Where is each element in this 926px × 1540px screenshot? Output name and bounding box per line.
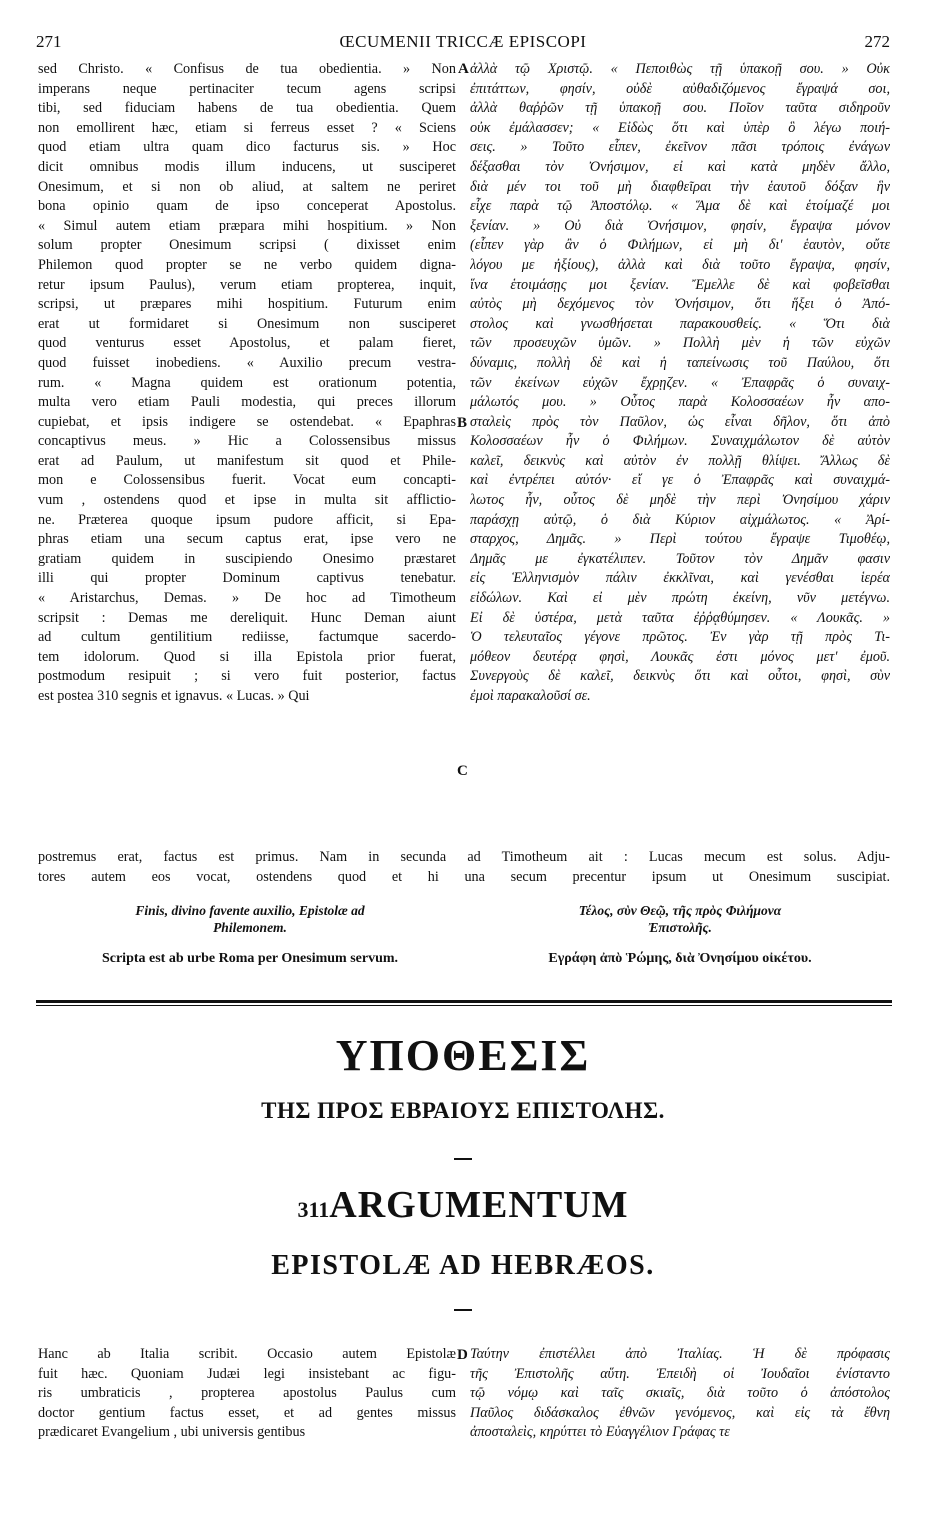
- greek-text-line: ἀλλὰ τῷ Χριστῷ. « Πεποιθὼς τῇ ὑπακοῇ σου. » Οὐκ: [470, 61, 890, 77]
- latin-text-line: ris umbraticis , propterea apostolus Paulus cum: [38, 1385, 456, 1402]
- greek-text-line: δέξασθαι τὸν Ὀνήσιμον, εἰ καὶ κατὰ μηδὲν ἄλλο,: [470, 158, 890, 175]
- latin-text-line: solum propter Onesimum scripsi ( dixisset enim: [38, 237, 456, 254]
- latin-text-line: ad cultum gentilitium rediisse, factumque sacerdo-: [38, 629, 456, 646]
- greek-text-line: σταλεὶς πρὸς τὸν Παῦλον, ὡς εἶναι δῆλον, ὅτι ἀπὸ: [470, 413, 890, 430]
- page-number-right: 272: [864, 32, 890, 51]
- full-width-text: [38, 848, 890, 887]
- greek-text-line: καὶ ἐντρέπει αὐτόν· εἴ γε ὁ Ἐπαφρᾶς καὶ συναιχμά-: [470, 472, 890, 489]
- full-width-line: postremus erat, factus est primus. Nam in secunda ad Timotheum ait : Lucas mecum est solus. Adju-: [38, 849, 890, 865]
- latin-text-line: multa vero etiam Pauli modestia, qui preces illorum: [38, 394, 456, 411]
- greek-text-line: λόγου με ἠξίους), ἀλλὰ καὶ διὰ τοῦτο ἔγραψα, φησίν,: [470, 256, 890, 273]
- greek-text-line: εἰς Ἑλληνισμὸν πάλιν ἐκκλῖναι, καὶ γενέσθαι ἱερέα: [470, 570, 890, 587]
- latin-text-line: Philemon quod propter se ne verbo quidem digna-: [38, 256, 456, 273]
- greek-text-line: Ὁ τελευταῖος γέγονε πρῶτος. Ἐν γὰρ τῇ πρὸς Τι-: [470, 629, 890, 646]
- latin-text-line: erat ut formidaret si Onesimum non susciperet: [38, 315, 456, 332]
- latin-text-line: retur ipsum Paulus), verum etiam propterea, inquit,: [38, 276, 456, 293]
- greek-text-line: ἵνα ἑτοιμάσῃς μοι ξενίαν. Ἔμελλε δὲ καὶ φοβεῖσθαι: [470, 276, 890, 293]
- latin-finis-line-2: Philemonem.: [213, 920, 287, 935]
- greek-text-line: εἶχε παρὰ τῷ Ἀποστόλῳ. « Ἅμα δὲ καὶ ἑτοίμαζέ μοι: [470, 198, 890, 215]
- latin-text-line: fuit hæc. Quoniam Judæi legi insistebant ac figu-: [38, 1365, 456, 1382]
- greek-text-line: Κολοσσαέων ἦν ὁ Φιλήμων. Συναιχμάλωτον δὲ αὐτὸν: [470, 433, 890, 450]
- greek-text-line: ἀποσταλεὶς, κηρύττει τὸ Εὐαγγέλιον Γράφας τε: [470, 1424, 730, 1441]
- running-header: [36, 32, 890, 54]
- latin-text-line: gratiam quidem in suscipiendo Onesimo præstaret: [38, 550, 456, 567]
- title-dash-2: [454, 1309, 472, 1311]
- latin-text-line: dicit omnibus modis illum inducens, ut susciperet: [38, 158, 456, 175]
- margin-letter-c: C: [457, 763, 468, 779]
- latin-text-line: tibi, sed fiduciam habens de tua obedientia. Quem: [38, 100, 456, 117]
- greek-text-line: σταρχος, Δημᾶς. » Περὶ τούτου ἔγραψε Τιμοθέῳ,: [470, 531, 890, 548]
- greek-telos-line-1: Τέλος, σὺν Θεῷ, τῆς πρὸς Φιλήμονα: [578, 903, 782, 918]
- greek-text-line: λωτος ἦν, οὗτος δὲ μηδὲ τὴν περὶ Ὀνησίμου χάριν: [470, 492, 890, 509]
- greek-text-line: ξενίαν. » Οὐ διὰ Ὀνήσιμον, φησίν, ἔγραψα μόνον: [470, 217, 890, 234]
- latin-text-line: scripsit : Demas me dereliquit. Hunc Deman aiunt: [38, 609, 456, 626]
- greek-egraphe-line: Εγράφη ἀπὸ Ῥώμης, διὰ Ὀνησίμου οἰκέτου.: [548, 951, 812, 966]
- latin-finis-line-1: Finis, divino favente auxilio, Epistolæ ad: [135, 903, 365, 918]
- latin-text-line: phras etiam una secum captus erat, ipse vero ne: [38, 531, 456, 548]
- latin-text-line: rum. « Magna quidem est orationum potentia,: [38, 374, 456, 391]
- greek-text-line: Συνεργοὺς δὲ καλεῖ, δεικνὺς ὅτι καὶ οὗτοι, φησὶ, σὺν: [470, 668, 890, 685]
- running-title: ŒCUMENII TRICCÆ EPISCOPI: [339, 32, 587, 51]
- greek-text-line: οὐκ ἐμάλασσεν; « Εἰδὼς ὅτι καὶ ὑπὲρ ὃ λέγω ποιή-: [470, 119, 890, 136]
- greek-text-line: μόθεον δευτέρᾳ φησὶ, Λουκᾶς ἐστι μόνος μετ' ἐμοῦ.: [470, 648, 890, 665]
- section-rule: [36, 1000, 892, 1003]
- latin-text-line: Onesimum, et si non ob aliud, at saltem ne periret: [38, 178, 456, 195]
- margin-letter-b: B: [457, 415, 468, 431]
- greek-text-line: στολος καὶ γνωσθήσεται παρακουσθείς. « Ὅτι διὰ: [470, 315, 890, 332]
- latin-text-line: erat ad Paulum, ut manifestum sit quod et Phile-: [38, 452, 456, 469]
- greek-text-line: αὐτὸς μὴ δεχόμενος τὸν Ὀνήσιμον, ὅτι ἥξει ὁ Ἀπό-: [470, 296, 890, 313]
- column-number: 311: [297, 1197, 330, 1222]
- greek-text-line: δύναμις, πολλὴ δὲ καὶ ἡ ταπείνωσις τοῦ Παύλου, ὅτι: [470, 354, 890, 371]
- latin-text-line: postmodum resipuit ; si vero fuit posterior, factus: [38, 668, 456, 685]
- greek-telos-line-2: Ἐπιστολῆς.: [648, 920, 712, 935]
- greek-column-top: [470, 60, 890, 707]
- greek-subtitle: ΤΗΣ ΠΡΟΣ ΕΒΡΑΙΟΥΣ ΕΠΙΣΤΟΛΗΣ.: [261, 1098, 665, 1123]
- latin-text-line: quod venturus esset Apostolus, et palam fieret,: [38, 335, 456, 352]
- latin-text-line: prædicaret Evangelium , ubi universis gentibus: [38, 1424, 306, 1441]
- greek-text-line: Παῦλος διδάσκαλος ἐθνῶν γενόμενος, καὶ εἰς τὰ ἔθνη: [470, 1404, 890, 1421]
- latin-title-text: ARGUMENTUM: [329, 1184, 629, 1226]
- latin-text-line: quod etiam ultra quam dico facturus sis. » Hoc: [38, 139, 456, 156]
- latin-text-line: « Aristarchus, Demas. » De hoc ad Timotheum: [38, 590, 456, 607]
- greek-subscription: [470, 902, 890, 967]
- latin-text-line: mon e Colossensibus fuerit. Vocat eum concapti-: [38, 472, 456, 489]
- latin-column-top: [38, 60, 456, 707]
- latin-text-line: est postea 310 segnis et ignavus. « Lucas. » Qui: [38, 688, 310, 704]
- latin-column-bottom: [38, 1345, 456, 1443]
- latin-text-line: sed Christo. « Confisus de tua obedientia. » Non: [38, 61, 456, 77]
- greek-text-line: παράσχῃ αὐτῷ, ὁ διὰ Κύριον αἰχμάλωτος. « Ἀρί-: [470, 511, 890, 528]
- greek-text-line: τῶν ἐκείνων εὐχῶν ἔχρῃζεν. « Ἐπαφρᾶς ὁ συναιχ-: [470, 374, 890, 391]
- latin-text-line: quod fuisset inobediens. « Auxilio precum vestra-: [38, 354, 456, 371]
- page-number-left: 271: [36, 32, 62, 51]
- greek-text-line: τῆς Ἐπιστολῆς αὕτη. Ἐπειδὴ οἱ Ἰουδαῖοι ἐνίσταντο: [470, 1365, 890, 1382]
- latin-text-line: scripsi, ut præpares mihi hospitium. Futurum enim: [38, 296, 456, 313]
- greek-text-line: τῷ νόμῳ καὶ ταῖς σκιαῖς, διὰ τοῦτο ὁ ἀπόστολος: [470, 1385, 890, 1402]
- margin-letter-a: A: [458, 61, 469, 77]
- latin-text-line: « Simul autem etiam præpara mihi hospitium. » Non: [38, 217, 456, 234]
- latin-text-line: tem idolorum. Quod si illa Epistola prior fuerat,: [38, 648, 456, 665]
- greek-text-line: (εἶπεν γὰρ ἂν ὁ Φιλήμων, εἰ μὴ δι' ἑαυτὸν, οὔτε: [470, 237, 890, 254]
- greek-text-line: διὰ μέν τοι τοῦ μὴ διαφθεῖραι τὴν ἑαυτοῦ δόξαν ἣν: [470, 178, 890, 195]
- latin-text-line: bona opinio quam de ipso conceperat Apostolus.: [38, 198, 456, 215]
- greek-text-line: ἐπιτάττων, φησίν, οὐδὲ αὐθαδιζόμενος ἔγραψά σοι,: [470, 80, 890, 97]
- margin-letter-d: D: [457, 1347, 468, 1363]
- latin-text-line: non emollirent hæc, etiam si ferreus esset ? « Sciens: [38, 119, 456, 136]
- latin-text-line: cupiebat, et ipsis indigere se ostendebat. « Epaphras: [38, 413, 456, 430]
- latin-text-line: imperans neque pertinaciter tecum agens scripsi: [38, 80, 456, 97]
- full-width-line: tores autem eos vocat, ostendens quod et hi una secum precentur ipsum ut Onesimum suscipiat.: [38, 868, 890, 885]
- latin-main-title: [0, 1183, 926, 1227]
- greek-text-line: ἐμοὶ παρακαλοῦσί σε.: [470, 688, 591, 704]
- greek-text-line: σεις. » Τοῦτο εἶπεν, ἐκεῖνον πᾶσι τρόποις ἐνάγων: [470, 139, 890, 156]
- title-dash-1: [454, 1158, 472, 1160]
- greek-text-line: ἀλλὰ θαῤῥῶν τῇ ὑπακοῇ σου. Ποῖον ταῦτα σιδηροῦν: [470, 100, 890, 117]
- greek-text-line: Δημᾶς με ἐγκατέλιπεν. Τοῦτον τὸν Δημᾶν φασιν: [470, 550, 890, 567]
- latin-subscription: [40, 902, 460, 967]
- latin-scripta-line: Scripta est ab urbe Roma per Onesimum servum.: [101, 951, 399, 966]
- greek-text-line: καλεῖ, δεικνὺς καὶ αὐτὸν ἐν πολλῇ θλίψει. Ἄλλως δὲ: [470, 452, 890, 469]
- latin-subtitle: EPISTOLÆ AD HEBRÆOS.: [271, 1250, 655, 1281]
- greek-text-line: Ταύτην ἐπιστέλλει ἀπὸ Ἰταλίας. Ἡ δὲ πρόφασις: [470, 1346, 890, 1362]
- greek-text-line: εἰδώλων. Καὶ εἰ μὲν πρώτη ἐκείνη, νῦν μετέγνω.: [470, 590, 890, 607]
- latin-text-line: doctor gentium factus esset, et ad gentes missus: [38, 1404, 456, 1421]
- greek-text-line: μάλωτός μου. » Οὗτος παρὰ Κολοσσαέων ἦν απο-: [470, 394, 890, 411]
- latin-text-line: illi qui propter Dominum captivus tenebatur.: [38, 570, 456, 587]
- latin-text-line: concaptivus meus. » Hic a Colossensibus missus: [38, 433, 456, 450]
- greek-text-line: τῶν προσευχῶν ὑμῶν. » Πολλὴ μὲν ἡ τῶν εὐχῶν: [470, 335, 890, 352]
- latin-text-line: Hanc ab Italia scribit. Occasio autem Epistolæ: [38, 1346, 456, 1362]
- greek-main-title: ΥΠΟΘΕΣΙΣ: [335, 1031, 591, 1080]
- latin-text-line: ne. Præterea quoque ipsum pudore afficit, si Epa-: [38, 511, 456, 528]
- greek-text-line: Εἰ δὲ ὑστέρα, μετὰ ταῦτα ἐῤῥᾳθύμησεν. « Λουκᾶς. »: [470, 609, 890, 626]
- section-rule-thin: [36, 1005, 892, 1006]
- latin-text-line: vum , ostendens quod et ipse in multa sit afflictio-: [38, 492, 456, 509]
- greek-column-bottom: [470, 1345, 890, 1443]
